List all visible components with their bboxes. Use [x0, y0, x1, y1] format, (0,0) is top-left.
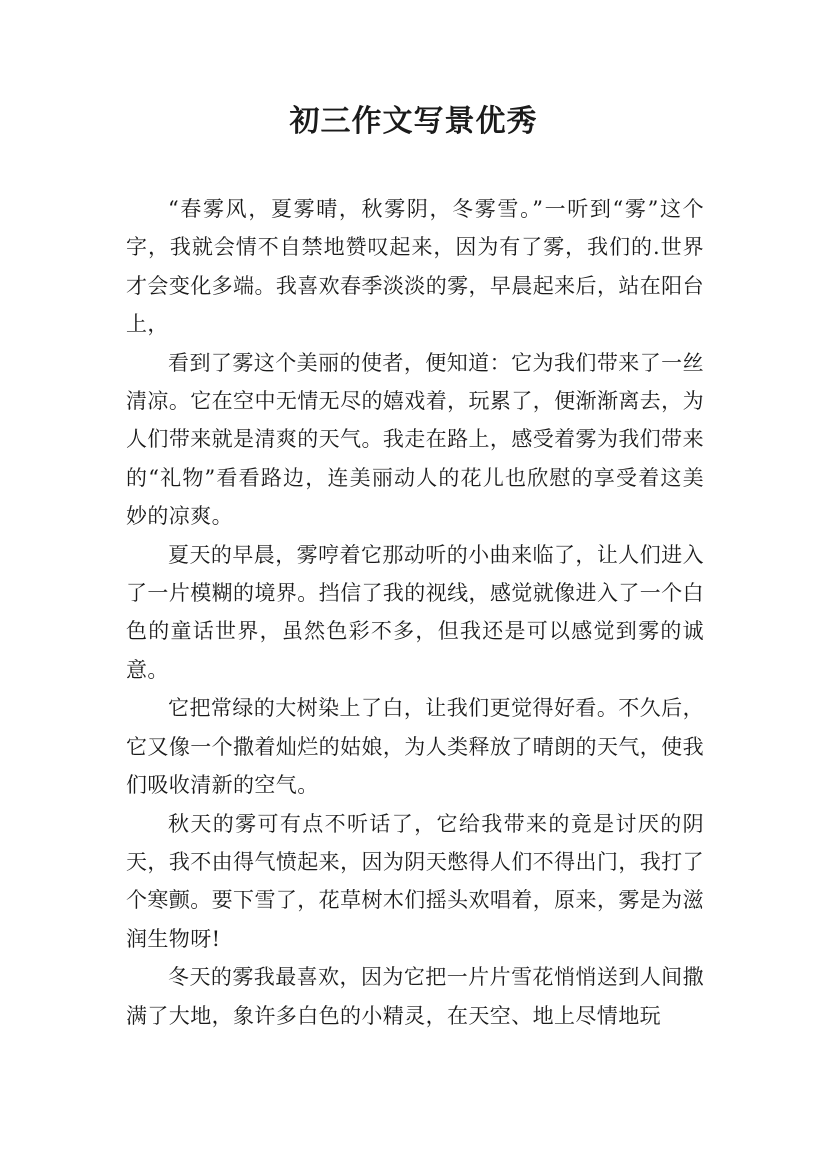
paragraph-5: 秋天的雾可有点不听话了，它给我带来的竟是讨厌的阴天，我不由得气愤起来，因为阴天憋得人们不得出门，我打了个寒颤。要下雪了，花草树木们摇头欢唱着，原来，雾是为滋润生物呀! — [126, 811, 704, 951]
paragraph-2: 看到了雾这个美丽的使者，便知道：它为我们带来了一丝清凉。它在空中无情无尽的嬉戏着，玩累了，便渐渐离去，为人们带来就是清爽的天气。我走在路上，感受着雾为我们带来的“礼物”看看路边，连美丽动人的花儿也欣慰的享受着这美妙的凉爽。 — [126, 350, 704, 529]
document-body — [126, 190, 704, 1035]
paragraph-3: 夏天的早晨，雾哼着它那动听的小曲来临了，让人们进入了一片模糊的境界。挡信了我的视线，感觉就像进入了一个白色的童话世界，虽然色彩不多，但我还是可以感觉到雾的诚意。 — [126, 542, 704, 682]
paragraph-1: “春雾风，夏雾晴，秋雾阴，冬雾雪。”一听到“雾”这个字，我就会情不自禁地赞叹起来，因为有了雾，我们的.世界才会变化多端。我喜欢春季淡淡的雾，早晨起来后，站在阳台上， — [126, 197, 704, 337]
paragraph-6: 冬天的雾我最喜欢，因为它把一片片雪花悄悄送到人间撒满了大地，象许多白色的小精灵，在天空、地上尽情地玩 — [126, 965, 704, 1028]
document-title: 初三作文写景优秀 — [289, 104, 538, 139]
paragraph-4: 它把常绿的大树染上了白，让我们更觉得好看。不久后，它又像一个撒着灿烂的姑娘，为人类释放了晴朗的天气，使我们吸收清新的空气。 — [126, 696, 704, 798]
